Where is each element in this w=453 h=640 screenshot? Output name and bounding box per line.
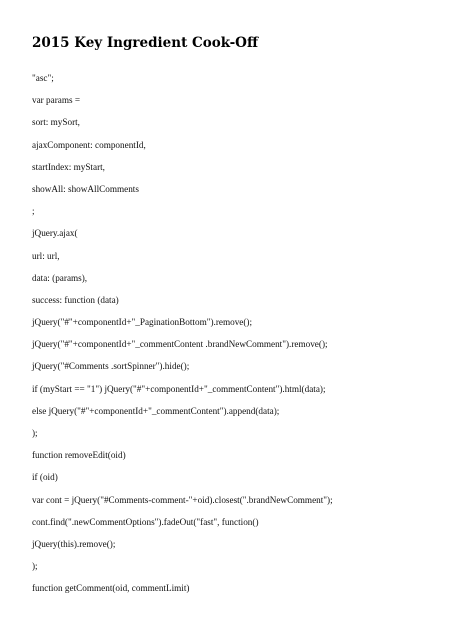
code-line: var params = — [32, 95, 81, 106]
code-line: sort: mySort, — [32, 117, 80, 128]
code-line: cont.find(".newCommentOptions").fadeOut("fast", function() — [32, 516, 259, 527]
code-block — [32, 72, 333, 605]
code-line: jQuery("#"+componentId+"_PaginationBottom").remove(); — [32, 317, 253, 328]
code-line: startIndex: myStart, — [32, 161, 105, 172]
code-line: jQuery("#Comments .sortSpinner").hide(); — [32, 361, 190, 372]
code-line: else jQuery("#"+componentId+"_commentContent").append(data); — [32, 405, 280, 416]
code-line: ; — [32, 206, 35, 217]
code-line: ); — [32, 428, 38, 438]
code-line: "asc"; — [32, 73, 54, 83]
code-line: data: (params), — [32, 272, 88, 283]
code-line: url: url, — [32, 250, 60, 261]
code-line: jQuery("#"+componentId+"_commentContent .brandNewComment").remove(); — [32, 339, 328, 350]
code-line: function getComment(oid, commentLimit) — [32, 583, 190, 594]
code-line: ajaxComponent: componentId, — [32, 139, 146, 150]
code-line: jQuery(this).remove(); — [32, 538, 116, 549]
code-line: jQuery.ajax( — [32, 228, 78, 239]
code-line: function removeEdit(oid) — [32, 450, 126, 461]
document-title: 2015 Key Ingredient Cook-Off — [32, 35, 259, 51]
code-line: success: function (data) — [32, 294, 119, 305]
code-line: showAll: showAllComments — [32, 183, 139, 194]
code-line: if (myStart == "1") jQuery("#"+componentId+"_commentContent").html(data); — [32, 383, 326, 394]
code-line: var cont = jQuery("#Comments-comment-"+oid).closest(".brandNewComment"); — [32, 494, 333, 505]
code-line: ); — [32, 561, 38, 572]
code-line: if (oid) — [32, 472, 58, 483]
